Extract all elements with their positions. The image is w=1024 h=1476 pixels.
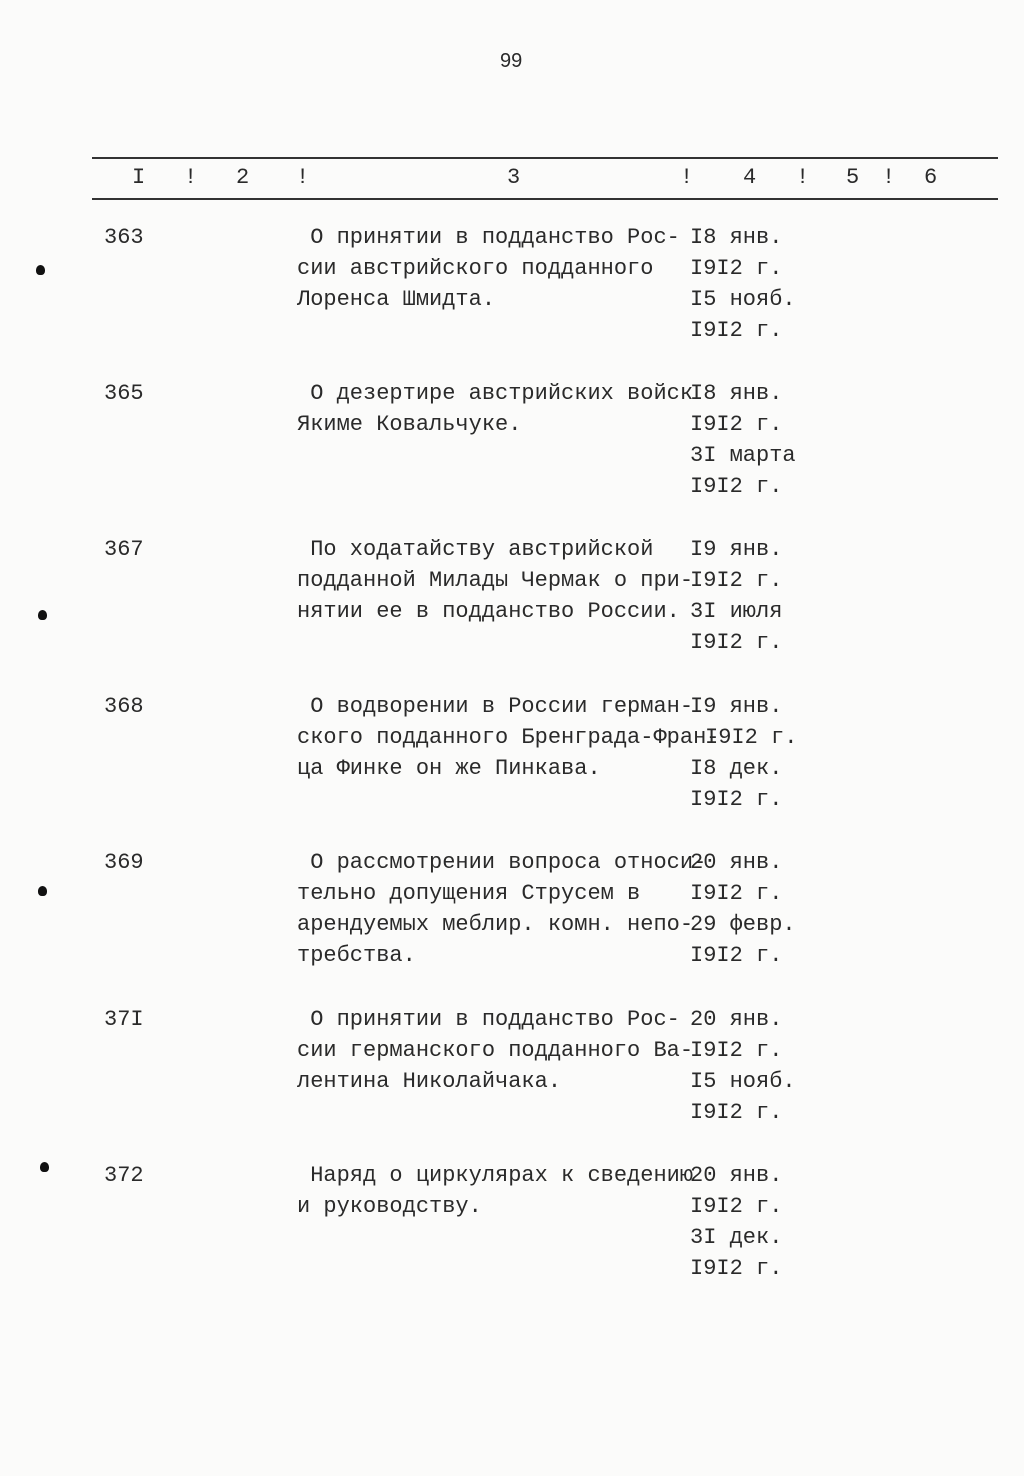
column-header: 2	[236, 165, 250, 190]
item-number: 372	[104, 1163, 144, 1188]
item-date: I9I2 г.	[690, 412, 783, 437]
item-date: 20 янв.	[690, 1007, 783, 1032]
binding-hole-mark	[36, 265, 45, 275]
column-separator: !	[184, 165, 198, 190]
item-date: I9I2 г.	[690, 318, 783, 343]
item-title-line: Лоренса Шмидта.	[297, 287, 496, 312]
table-header-top-rule	[92, 157, 998, 159]
item-title-line: требства.	[297, 943, 416, 968]
column-separator: !	[296, 165, 310, 190]
item-title-line: тельно допущения Струсем в	[297, 881, 641, 906]
column-separator: !	[680, 165, 694, 190]
item-date: I8 янв.	[690, 381, 783, 406]
item-date: I9I2 г.	[690, 630, 783, 655]
item-title-line: О принятии в подданство Рос-	[297, 225, 680, 250]
item-number: 37I	[104, 1007, 144, 1032]
item-date: 29 февр.	[690, 912, 796, 937]
column-header: 4	[743, 165, 757, 190]
item-date: I9 янв.	[690, 694, 783, 719]
item-date: I9I2 г.	[690, 1194, 783, 1219]
item-title-line: ского подданного Бренграда-Фран-	[297, 725, 720, 750]
item-title-line: Якиме Ковальчуке.	[297, 412, 522, 437]
item-title-line: О принятии в подданство Рос-	[297, 1007, 680, 1032]
item-title-line: О дезертире австрийских войск	[297, 381, 694, 406]
item-date: I9I2 г.	[690, 943, 783, 968]
item-date: I9I2 г.	[705, 725, 798, 750]
item-date: I9I2 г.	[690, 881, 783, 906]
binding-hole-mark	[38, 886, 47, 896]
column-header: 6	[924, 165, 938, 190]
column-header: 3	[507, 165, 521, 190]
item-date: I9I2 г.	[690, 787, 783, 812]
column-separator: !	[882, 165, 896, 190]
item-title-line: О водворении в России герман-	[297, 694, 694, 719]
item-date: I9I2 г.	[690, 474, 783, 499]
binding-hole-mark	[40, 1162, 49, 1172]
item-date: I5 нояб.	[690, 1069, 796, 1094]
item-date: I5 нояб.	[690, 287, 796, 312]
item-title-line: сии германского подданного Ва-	[297, 1038, 694, 1063]
item-date: I9I2 г.	[690, 1038, 783, 1063]
item-date: 20 янв.	[690, 1163, 783, 1188]
item-date: 3I июля	[690, 599, 783, 624]
item-date: 3I марта	[690, 443, 796, 468]
item-date: 3I дек.	[690, 1225, 783, 1250]
page-number: 99	[500, 50, 523, 72]
item-date: I9I2 г.	[690, 568, 783, 593]
column-header: 5	[846, 165, 860, 190]
item-title-line: нятии ее в подданство России.	[297, 599, 680, 624]
item-title-line: и руководству.	[297, 1194, 482, 1219]
item-title-line: сии австрийского подданного	[297, 256, 654, 281]
item-title-line: Наряд о циркулярах к сведению	[297, 1163, 694, 1188]
item-title-line: По ходатайству австрийской	[297, 537, 654, 562]
item-title-line: арендуемых меблир. комн. непо-	[297, 912, 694, 937]
column-separator: !	[796, 165, 810, 190]
item-number: 369	[104, 850, 144, 875]
item-title-line: О рассмотрении вопроса относи-	[297, 850, 707, 875]
item-date: I8 янв.	[690, 225, 783, 250]
item-number: 365	[104, 381, 144, 406]
item-title-line: подданной Милады Чермак о при-	[297, 568, 694, 593]
item-number: 367	[104, 537, 144, 562]
item-title-line: лентина Николайчака.	[297, 1069, 562, 1094]
item-date: I9I2 г.	[690, 256, 783, 281]
item-date: I9I2 г.	[690, 1100, 783, 1125]
item-date: I9I2 г.	[690, 1256, 783, 1281]
item-date: I8 дек.	[690, 756, 783, 781]
item-date: 20 янв.	[690, 850, 783, 875]
table-header-bottom-rule	[92, 198, 998, 200]
item-title-line: ца Финке он же Пинкава.	[297, 756, 601, 781]
item-number: 363	[104, 225, 144, 250]
item-date: I9 янв.	[690, 537, 783, 562]
item-number: 368	[104, 694, 144, 719]
binding-hole-mark	[38, 610, 47, 620]
column-header: I	[132, 165, 146, 190]
